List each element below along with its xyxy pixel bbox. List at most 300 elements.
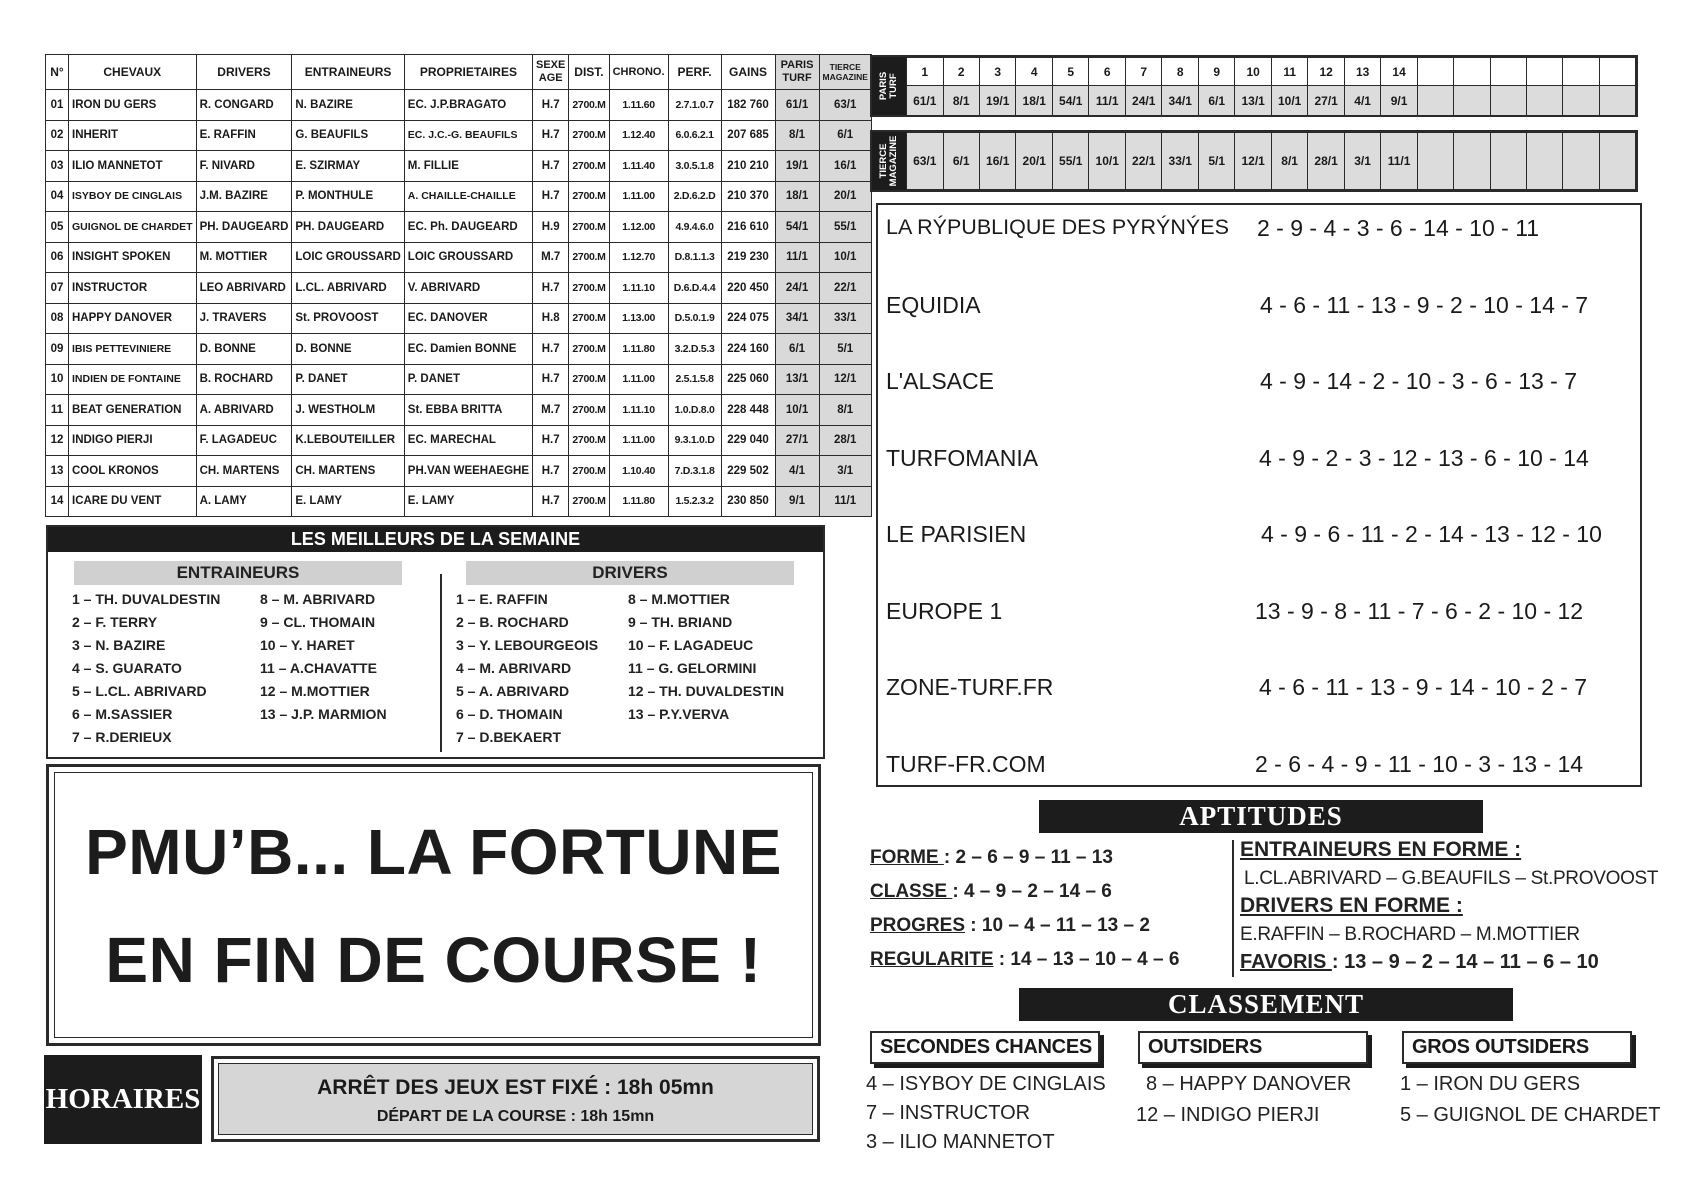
secondes-item-2: 7 – INSTRUCTOR	[866, 1102, 1031, 1124]
cell-sexe-age: M.7	[533, 395, 569, 426]
cell-driver: E. RAFFIN	[196, 120, 292, 151]
arret-des-jeux-text: ARRÊT DES JEUX EST FIXÉ : 18h 05mn	[317, 1076, 714, 1099]
tierce-magazine-odds-cell: 11/1	[1381, 133, 1418, 190]
cell-driver: A. LAMY	[196, 486, 292, 517]
prono-picks: 2 - 9 - 4 - 3 - 6 - 14 - 10 - 11	[1257, 215, 1540, 241]
cell-cheval: ILIO MANNETOT	[69, 151, 197, 182]
cell-paris-turf: 9/1	[775, 486, 819, 517]
forme-label: FORME	[870, 847, 944, 868]
cell-chrono: 1.13.00	[609, 303, 668, 334]
secondes-item-1: 4 – ISYBOY DE CINGLAIS	[866, 1073, 1106, 1095]
tierce-magazine-odds-cell: 55/1	[1052, 133, 1089, 190]
horaires-label: HORAIRES	[44, 1055, 202, 1144]
prono-picks: 4 - 9 - 2 - 3 - 12 - 13 - 6 - 10 - 14	[1259, 444, 1589, 471]
cell-driver: A. ABRIVARD	[196, 395, 292, 426]
driver-rank: 8 – M.MOTTIER	[628, 591, 730, 607]
tierce-magazine-odds-cell: 8/1	[1271, 133, 1307, 190]
cell-dist: 2700.M	[569, 212, 609, 243]
entraineurs-forme-value: L.CL.ABRIVARD – G.BEAUFILS – St.PROVOOST	[1244, 868, 1659, 889]
horse-number-cell: 2	[943, 58, 979, 86]
cell-dist: 2700.M	[569, 364, 609, 395]
slogan-line-2: EN FIN DE COURSE !	[105, 924, 762, 996]
cell-proprietaire: PH.VAN WEEHAEGHE	[404, 456, 532, 487]
cell-dist: 2700.M	[569, 273, 609, 304]
table-row	[46, 395, 872, 426]
driver-rank: 7 – D.BEKAERT	[456, 729, 562, 745]
cell-sexe-age: H.7	[533, 181, 569, 212]
cell-gains: 230 850	[721, 486, 775, 517]
tierce-magazine-odds-cell: 28/1	[1308, 133, 1345, 190]
header-chevaux: CHEVAUX	[69, 55, 197, 90]
cell-proprietaire: V. ABRIVARD	[404, 273, 532, 304]
empty-cell	[1417, 58, 1453, 86]
cell-tierce-magazine: 55/1	[819, 212, 871, 243]
cell-entraineur: E. SZIRMAY	[292, 151, 404, 182]
regularite-value: : 14 – 13 – 10 – 4 – 6	[993, 949, 1180, 970]
header-chrono: CHRONO.	[609, 55, 668, 90]
cell-driver: B. ROCHARD	[196, 364, 292, 395]
paris-turf-side-label	[872, 57, 906, 115]
cell-paris-turf: 13/1	[775, 364, 819, 395]
cell-paris-turf: 8/1	[775, 120, 819, 151]
classe-value: : 4 – 9 – 2 – 14 – 6	[952, 881, 1112, 902]
cell-num: 10	[46, 364, 69, 395]
empty-cell	[1454, 58, 1490, 86]
prono-source: TURF-FR.COM	[886, 750, 1046, 777]
paris-turf-label: PARIS TURF	[878, 71, 899, 101]
cell-paris-turf: 4/1	[775, 456, 819, 487]
paris-turf-odds-row	[907, 86, 1636, 116]
cell-num: 05	[46, 212, 69, 243]
driver-rank: 1 – E. RAFFIN	[456, 591, 548, 607]
drivers-forme-label	[1240, 894, 1463, 918]
cell-driver: F. NIVARD	[196, 151, 292, 182]
horse-number-cell: 9	[1198, 58, 1234, 86]
cell-sexe-age: H.7	[533, 273, 569, 304]
table-row	[46, 120, 872, 151]
table-row	[46, 486, 872, 517]
cell-cheval: INDIGO PIERJI	[69, 425, 197, 456]
empty-cell	[1526, 133, 1562, 190]
driver-rank: 4 – M. ABRIVARD	[456, 660, 572, 676]
table-row	[46, 425, 872, 456]
cell-dist: 2700.M	[569, 181, 609, 212]
cell-perf: D.5.0.1.9	[668, 303, 721, 334]
horaires-inner	[218, 1063, 813, 1135]
cell-sexe-age: H.7	[533, 486, 569, 517]
empty-cell	[1563, 86, 1599, 116]
cell-driver: J. TRAVERS	[196, 303, 292, 334]
driver-rank: 10 – F. LAGADEUC	[628, 637, 754, 653]
cell-tierce-magazine: 5/1	[819, 334, 871, 365]
prono-picks: 4 - 6 - 11 - 13 - 9 - 14 - 10 - 2 - 7	[1259, 674, 1588, 700]
table-row	[46, 456, 872, 487]
cell-num: 11	[46, 395, 69, 426]
prono-picks: 4 - 9 - 6 - 11 - 2 - 14 - 13 - 12 - 10	[1261, 521, 1602, 547]
tierce-magazine-odds-cell: 12/1	[1235, 133, 1272, 190]
cell-gains: 207 685	[721, 120, 775, 151]
cell-tierce-magazine: 6/1	[819, 120, 871, 151]
paris-turf-odds-cell: 61/1	[907, 86, 944, 116]
cell-driver: R. CONGARD	[196, 90, 292, 121]
cell-sexe-age: H.7	[533, 456, 569, 487]
slogan-box	[46, 764, 821, 1046]
cell-entraineur: CH. MARTENS	[292, 456, 404, 487]
driver-rank: 11 – G. GELORMINI	[628, 660, 757, 676]
table-row	[46, 90, 872, 121]
cell-paris-turf: 19/1	[775, 151, 819, 182]
cell-perf: 9.3.1.0.D	[668, 425, 721, 456]
cell-driver: J.M. BAZIRE	[196, 181, 292, 212]
forme-line	[870, 847, 1113, 869]
progres-label: PROGRES	[870, 915, 966, 936]
table-row	[46, 334, 872, 365]
secondes-item-3: 3 – ILIO MANNETOT	[866, 1131, 1055, 1153]
horaires-box	[211, 1056, 820, 1142]
header-proprietaires: PROPRIETAIRES	[404, 55, 532, 90]
cell-entraineur: LOIC GROUSSARD	[292, 242, 404, 273]
cell-chrono: 1.12.70	[609, 242, 668, 273]
table-row	[46, 242, 872, 273]
drivers-forme-value: E.RAFFIN – B.ROCHARD – M.MOTTIER	[1240, 924, 1580, 945]
table-row	[46, 181, 872, 212]
driver-rank: 13 – P.Y.VERVA	[628, 706, 730, 722]
paris-turf-odds-cell: 24/1	[1125, 86, 1162, 116]
cell-sexe-age: M.7	[533, 242, 569, 273]
cell-entraineur: PH. DAUGEARD	[292, 212, 404, 243]
header-entraineurs: ENTRAINEURS	[292, 55, 404, 90]
prono-source: EUROPE 1	[886, 597, 1003, 624]
cell-sexe-age: H.7	[533, 334, 569, 365]
cell-dist: 2700.M	[569, 151, 609, 182]
cell-entraineur: J. WESTHOLM	[292, 395, 404, 426]
cell-proprietaire: A. CHAILLE-CHAILLE	[404, 181, 532, 212]
empty-cell	[1417, 133, 1453, 190]
horse-number-cell: 8	[1162, 58, 1199, 86]
empty-cell	[1417, 86, 1453, 116]
cell-entraineur: P. MONTHULE	[292, 181, 404, 212]
tierce-magazine-odds-cell: 20/1	[1016, 133, 1053, 190]
cell-cheval: COOL KRONOS	[69, 456, 197, 487]
tierce-magazine-odds-cell: 10/1	[1089, 133, 1126, 190]
header-tierce-magazine: TIERCE MAGAZINE	[819, 55, 871, 90]
cell-gains: 220 450	[721, 273, 775, 304]
cell-proprietaire: EC. Ph. DAUGEARD	[404, 212, 532, 243]
outsiders-item-2: 12 – INDIGO PIERJI	[1136, 1104, 1320, 1126]
cell-tierce-magazine: 22/1	[819, 273, 871, 304]
cell-proprietaire: St. EBBA BRITTA	[404, 395, 532, 426]
cell-chrono: 1.11.10	[609, 395, 668, 426]
header-drivers: DRIVERS	[196, 55, 292, 90]
empty-cell	[1563, 133, 1599, 190]
empty-cell	[1526, 86, 1562, 116]
cell-proprietaire: P. DANET	[404, 364, 532, 395]
table-row	[46, 212, 872, 243]
tierce-magazine-side-label	[872, 132, 906, 190]
classe-line	[870, 881, 1112, 903]
tierce-magazine-odds-cell: 22/1	[1125, 133, 1162, 190]
cell-driver: M. MOTTIER	[196, 242, 292, 273]
cell-paris-turf: 24/1	[775, 273, 819, 304]
entraineur-rank: 3 – N. BAZIRE	[72, 637, 166, 653]
cell-gains: 229 502	[721, 456, 775, 487]
cell-chrono: 1.11.80	[609, 486, 668, 517]
gros-outsiders-heading: GROS OUTSIDERS	[1402, 1031, 1632, 1064]
cell-driver: D. BONNE	[196, 334, 292, 365]
cell-entraineur: D. BONNE	[292, 334, 404, 365]
cell-num: 07	[46, 273, 69, 304]
cell-gains: 210 370	[721, 181, 775, 212]
cell-proprietaire: EC. Damien BONNE	[404, 334, 532, 365]
entraineur-rank: 13 – J.P. MARMION	[260, 706, 387, 722]
cell-chrono: 1.10.40	[609, 456, 668, 487]
table-row	[46, 273, 872, 304]
prono-picks: 4 - 6 - 11 - 13 - 9 - 2 - 10 - 14 - 7	[1260, 291, 1589, 318]
cell-tierce-magazine: 28/1	[819, 425, 871, 456]
cell-tierce-magazine: 8/1	[819, 395, 871, 426]
cell-cheval: IBIS PETTEVINIERE	[69, 334, 197, 365]
paris-turf-odds-cell: 18/1	[1016, 86, 1053, 116]
paris-turf-odds-cell: 9/1	[1381, 86, 1417, 116]
prono-picks: 4 - 9 - 14 - 2 - 10 - 3 - 6 - 13 - 7	[1260, 368, 1578, 394]
cell-gains: 182 760	[721, 90, 775, 121]
horse-table	[45, 54, 872, 517]
aptitudes-title: APTITUDES	[1039, 800, 1483, 833]
entraineur-rank: 10 – Y. HARET	[260, 637, 355, 653]
cell-entraineur: E. LAMY	[292, 486, 404, 517]
horse-number-cell: 12	[1308, 58, 1345, 86]
cell-entraineur: P. DANET	[292, 364, 404, 395]
horse-number-cell: 10	[1235, 58, 1272, 86]
cell-proprietaire: EC. J.C.-G. BEAUFILS	[404, 120, 532, 151]
cell-gains: 210 210	[721, 151, 775, 182]
entraineur-rank: 7 – R.DERIEUX	[72, 729, 172, 745]
cell-paris-turf: 61/1	[775, 90, 819, 121]
paris-turf-odds-cell: 6/1	[1198, 86, 1234, 116]
header-gains: GAINS	[721, 55, 775, 90]
cell-entraineur: St. PROVOOST	[292, 303, 404, 334]
cell-chrono: 1.12.00	[609, 212, 668, 243]
entraineur-rank: 11 – A.CHAVATTE	[260, 660, 377, 676]
tierce-magazine-odds-cell: 33/1	[1162, 133, 1199, 190]
horse-number-cell: 11	[1271, 58, 1308, 86]
cell-gains: 224 075	[721, 303, 775, 334]
classement-title: CLASSEMENT	[1019, 988, 1513, 1021]
paris-turf-odds-cell: 27/1	[1308, 86, 1345, 116]
cell-perf: 2.D.6.2.D	[668, 181, 721, 212]
entraineur-rank: 5 – L.CL. ABRIVARD	[72, 683, 207, 699]
empty-cell	[1490, 86, 1526, 116]
table-header-row	[46, 55, 872, 90]
horse-number-cell: 6	[1089, 58, 1126, 86]
header-perf: PERF.	[668, 55, 721, 90]
cell-dist: 2700.M	[569, 425, 609, 456]
empty-cell	[1599, 86, 1635, 116]
progres-line	[870, 915, 1150, 937]
cell-paris-turf: 34/1	[775, 303, 819, 334]
prono-source: LA RÝPUBLIQUE DES PYRÝNÝES	[886, 215, 1229, 239]
cell-perf: 1.5.2.3.2	[668, 486, 721, 517]
drivers-forme-label-text: DRIVERS EN FORME :	[1240, 894, 1463, 917]
cell-driver: CH. MARTENS	[196, 456, 292, 487]
table-row	[46, 364, 872, 395]
cell-cheval: HAPPY DANOVER	[69, 303, 197, 334]
cell-paris-turf: 10/1	[775, 395, 819, 426]
entraineurs-forme-label	[1240, 838, 1521, 862]
cell-proprietaire: LOIC GROUSSARD	[404, 242, 532, 273]
cell-cheval: GUIGNOL DE CHARDET	[69, 212, 197, 243]
pronostics-box	[876, 203, 1642, 787]
cell-perf: 2.7.1.0.7	[668, 90, 721, 121]
cell-perf: D.6.D.4.4	[668, 273, 721, 304]
cell-cheval: INHERIT	[69, 120, 197, 151]
secondes-chances-heading: SECONDES CHANCES	[870, 1031, 1100, 1064]
cell-tierce-magazine: 16/1	[819, 151, 871, 182]
entraineur-rank: 9 – CL. THOMAIN	[260, 614, 376, 630]
cell-cheval: ICARE DU VENT	[69, 486, 197, 517]
entraineur-rank: 1 – TH. DUVALDESTIN	[72, 591, 221, 607]
paris-turf-odds-cell: 8/1	[943, 86, 979, 116]
aptitudes-divider	[1232, 840, 1234, 977]
entraineur-rank: 8 – M. ABRIVARD	[260, 591, 376, 607]
horse-number-cell: 1	[907, 58, 944, 86]
horse-number-cell: 7	[1125, 58, 1162, 86]
forme-value: : 2 – 6 – 9 – 11 – 13	[943, 847, 1113, 868]
favoris-label: FAVORIS	[1240, 951, 1332, 973]
cell-num: 13	[46, 456, 69, 487]
cell-num: 02	[46, 120, 69, 151]
empty-cell	[1454, 133, 1490, 190]
prono-source: EQUIDIA	[886, 291, 981, 318]
cell-dist: 2700.M	[569, 486, 609, 517]
entraineur-rank: 12 – M.MOTTIER	[260, 683, 370, 699]
paris-turf-odds-cell: 4/1	[1344, 86, 1380, 116]
tierce-magazine-odds-cell: 3/1	[1344, 133, 1380, 190]
regularite-line	[870, 949, 1179, 971]
cell-cheval: INDIEN DE FONTAINE	[69, 364, 197, 395]
cell-chrono: 1.12.40	[609, 120, 668, 151]
cell-num: 08	[46, 303, 69, 334]
cell-cheval: ISYBOY DE CINGLAIS	[69, 181, 197, 212]
cell-perf: 2.5.1.5.8	[668, 364, 721, 395]
cell-perf: 3.0.5.1.8	[668, 151, 721, 182]
favoris-line	[1240, 951, 1599, 974]
cell-cheval: INSTRUCTOR	[69, 273, 197, 304]
tierce-magazine-odds-cell: 16/1	[979, 133, 1016, 190]
entraineurs-forme-label-text: ENTRAINEURS EN FORME :	[1240, 838, 1522, 861]
cell-gains: 219 230	[721, 242, 775, 273]
cell-driver: LEO ABRIVARD	[196, 273, 292, 304]
cell-tierce-magazine: 12/1	[819, 364, 871, 395]
classe-label: CLASSE	[870, 881, 953, 902]
driver-rank: 6 – D. THOMAIN	[456, 706, 563, 722]
empty-cell	[1454, 86, 1490, 116]
cell-tierce-magazine: 3/1	[819, 456, 871, 487]
cell-proprietaire: E. LAMY	[404, 486, 532, 517]
cell-paris-turf: 18/1	[775, 181, 819, 212]
cell-num: 12	[46, 425, 69, 456]
outsiders-item-1: 8 – HAPPY DANOVER	[1146, 1073, 1352, 1095]
driver-rank: 2 – B. ROCHARD	[456, 614, 569, 630]
cell-perf: 3.2.D.5.3	[668, 334, 721, 365]
table-row	[46, 303, 872, 334]
empty-cell	[1490, 133, 1526, 190]
tierce-magazine-odds-row	[907, 133, 1636, 190]
cell-proprietaire: EC. J.P.BRAGATO	[404, 90, 532, 121]
cell-driver: PH. DAUGEARD	[196, 212, 292, 243]
empty-cell	[1599, 58, 1635, 86]
paris-turf-odds-cell: 10/1	[1271, 86, 1308, 116]
paris-turf-odds-cell: 11/1	[1089, 86, 1126, 116]
horse-number-cell: 13	[1344, 58, 1380, 86]
cell-dist: 2700.M	[569, 395, 609, 426]
cell-tierce-magazine: 33/1	[819, 303, 871, 334]
depart-course-text: DÉPART DE LA COURSE : 18h 15mn	[376, 1108, 655, 1125]
horse-number-cell: 3	[979, 58, 1016, 86]
cell-sexe-age: H.7	[533, 120, 569, 151]
drivers-subheading: DRIVERS	[466, 561, 794, 585]
empty-cell	[1490, 58, 1526, 86]
prono-picks: 2 - 6 - 4 - 9 - 11 - 10 - 3 - 13 - 14	[1255, 750, 1584, 777]
cell-gains: 224 160	[721, 334, 775, 365]
entraineurs-subheading: ENTRAINEURS	[74, 561, 402, 585]
paris-turf-grid	[906, 57, 1636, 116]
gros-outsiders-item-1: 1 – IRON DU GERS	[1400, 1073, 1581, 1095]
horse-number-cell: 14	[1381, 58, 1417, 86]
entraineur-rank: 2 – F. TERRY	[72, 614, 158, 630]
header-num: N°	[46, 55, 69, 90]
cell-gains: 225 060	[721, 364, 775, 395]
tierce-magazine-odds-cell: 5/1	[1198, 133, 1234, 190]
cell-gains: 229 040	[721, 425, 775, 456]
cell-tierce-magazine: 63/1	[819, 90, 871, 121]
paris-turf-odds-cell: 54/1	[1052, 86, 1089, 116]
cell-num: 06	[46, 242, 69, 273]
cell-sexe-age: H.9	[533, 212, 569, 243]
empty-cell	[1563, 58, 1599, 86]
cell-driver: F. LAGADEUC	[196, 425, 292, 456]
cell-paris-turf: 54/1	[775, 212, 819, 243]
cell-perf: 6.0.6.2.1	[668, 120, 721, 151]
cell-proprietaire: EC. DANOVER	[404, 303, 532, 334]
slogan-inner-frame	[54, 772, 813, 1038]
entraineur-rank: 4 – S. GUARATO	[72, 660, 182, 676]
paris-turf-number-row	[907, 58, 1636, 86]
cell-dist: 2700.M	[569, 90, 609, 121]
paris-turf-odds-cell: 34/1	[1162, 86, 1199, 116]
progres-value: : 10 – 4 – 11 – 13 – 2	[965, 915, 1150, 936]
meilleurs-divider	[440, 574, 442, 752]
cell-chrono: 1.11.00	[609, 425, 668, 456]
cell-sexe-age: H.7	[533, 151, 569, 182]
prono-source: ZONE-TURF.FR	[886, 674, 1054, 700]
driver-rank: 5 – A. ABRIVARD	[456, 683, 570, 699]
meilleurs-box	[46, 525, 825, 759]
cell-gains: 228 448	[721, 395, 775, 426]
paris-turf-odds-cell: 13/1	[1235, 86, 1272, 116]
cell-num: 14	[46, 486, 69, 517]
horse-number-cell: 4	[1016, 58, 1053, 86]
cell-perf: 1.0.D.8.0	[668, 395, 721, 426]
driver-rank: 3 – Y. LEBOURGEOIS	[456, 637, 599, 653]
table-row	[46, 151, 872, 182]
cell-cheval: INSIGHT SPOKEN	[69, 242, 197, 273]
cell-cheval: IRON DU GERS	[69, 90, 197, 121]
cell-chrono: 1.11.40	[609, 151, 668, 182]
empty-cell	[1526, 58, 1562, 86]
cell-paris-turf: 6/1	[775, 334, 819, 365]
cell-gains: 216 610	[721, 212, 775, 243]
